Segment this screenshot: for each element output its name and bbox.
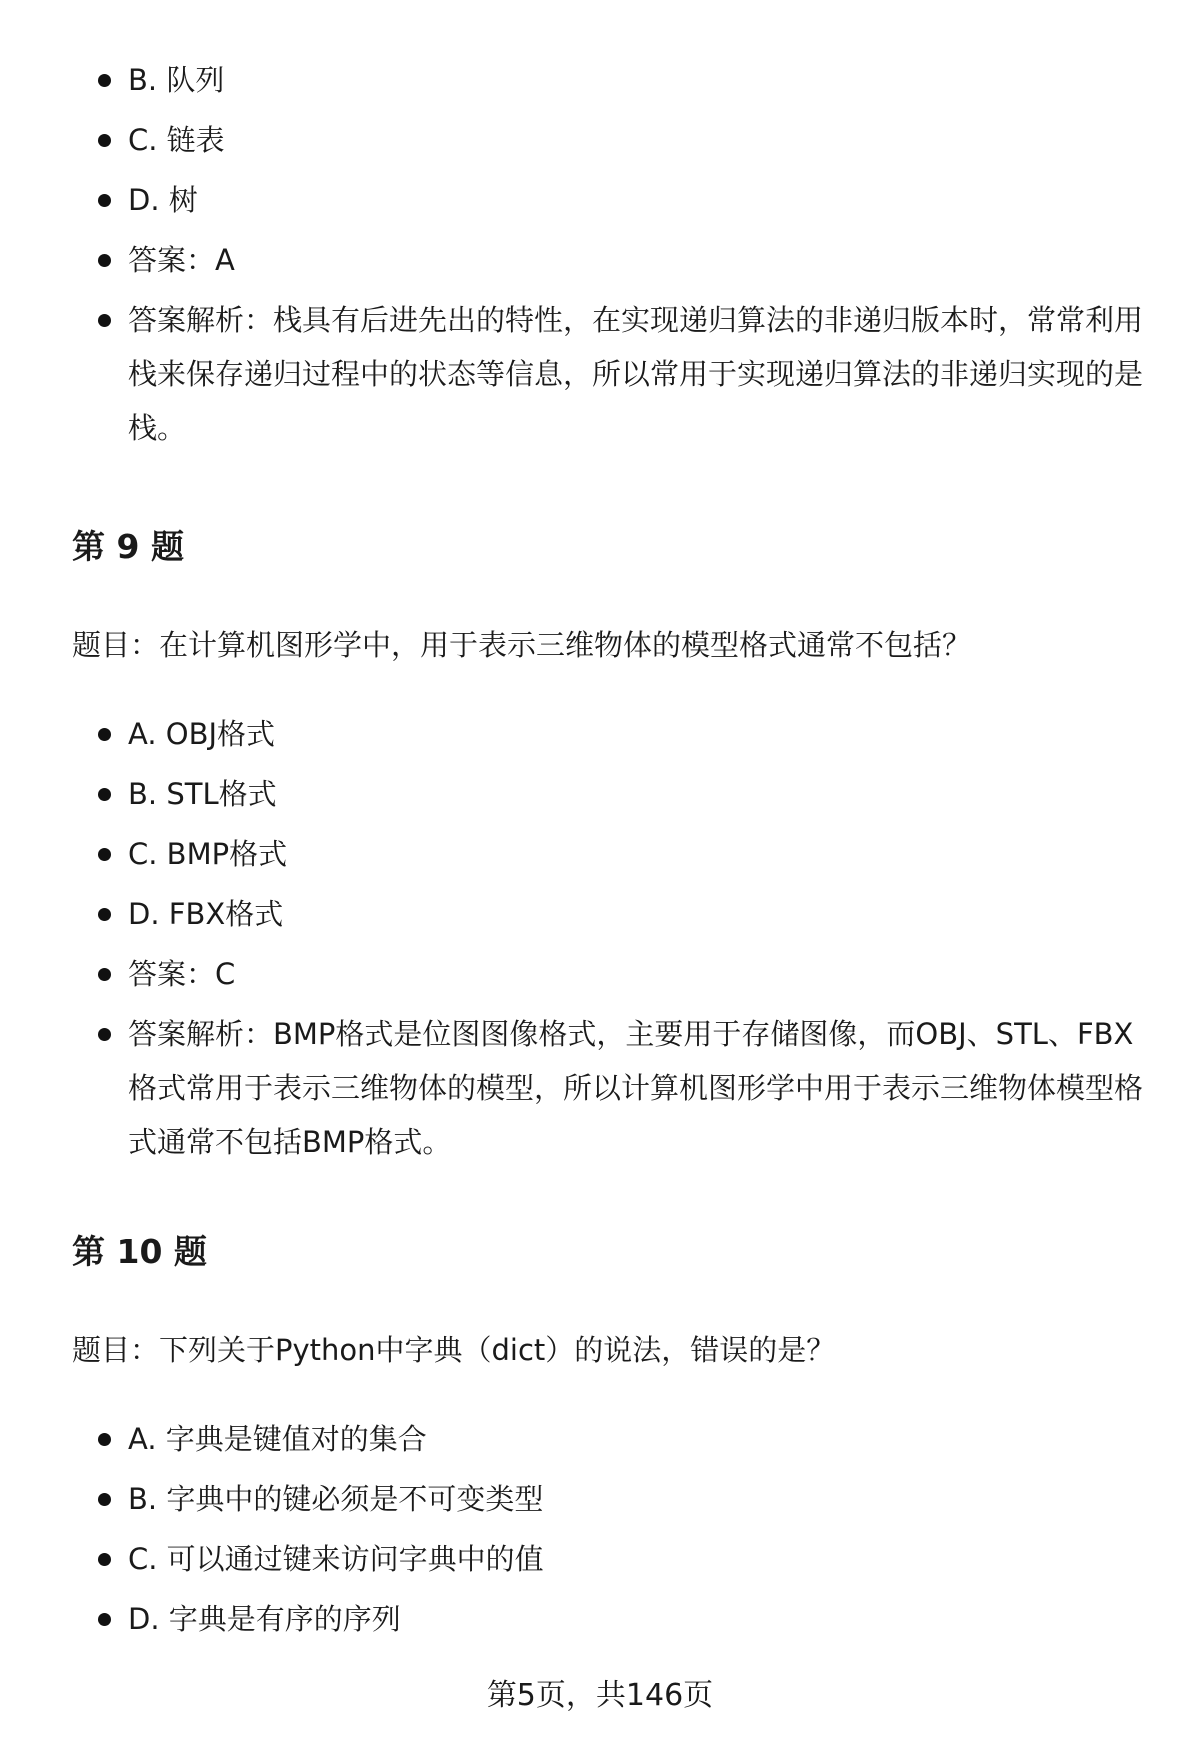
bullet-icon <box>98 1553 111 1566</box>
list-item: A. OBJ格式 <box>72 704 1152 764</box>
bullet-icon <box>98 1493 111 1506</box>
q10-option-list <box>72 1409 1152 1649</box>
bullet-icon <box>98 728 111 741</box>
question-10-heading: 第 10 题 <box>72 1232 207 1271</box>
bullet-icon <box>98 848 111 861</box>
explanation-item: 答案解析：栈具有后进先出的特性，在实现递归算法的非递归版本时，常常利用栈来保存递归过程中的状态等信息，所以常用于实现递归算法的非递归实现的是栈。 <box>72 290 1152 455</box>
bullet-icon <box>98 254 111 267</box>
page-number-footer: 第5页，共146页 <box>486 1678 714 1713</box>
question-9-heading: 第 9 题 <box>72 527 184 566</box>
q8-option-list <box>72 50 1152 455</box>
bullet-icon <box>98 314 111 327</box>
list-item: C. 可以通过键来访问字典中的值 <box>72 1529 1152 1589</box>
list-item: B. 字典中的键必须是不可变类型 <box>72 1469 1152 1529</box>
list-item: B. 队列 <box>72 50 1152 110</box>
bullet-icon <box>98 788 111 801</box>
question-9-prompt: 题目：在计算机图形学中，用于表示三维物体的模型格式通常不包括？ <box>72 628 972 662</box>
answer-item: 答案：A <box>72 230 1152 290</box>
bullet-icon <box>98 134 111 147</box>
bullet-icon <box>98 908 111 921</box>
list-item: D. FBX格式 <box>72 884 1152 944</box>
list-item: A. 字典是键值对的集合 <box>72 1409 1152 1469</box>
list-item: D. 树 <box>72 170 1152 230</box>
answer-item: 答案：C <box>72 944 1152 1004</box>
list-item: D. 字典是有序的序列 <box>72 1589 1152 1649</box>
bullet-icon <box>98 74 111 87</box>
bullet-icon <box>98 1433 111 1446</box>
question-10-prompt: 题目：下列关于Python中字典（dict）的说法，错误的是？ <box>72 1333 836 1367</box>
q9-option-list <box>72 704 1152 1169</box>
list-item: C. BMP格式 <box>72 824 1152 884</box>
list-item: B. STL格式 <box>72 764 1152 824</box>
list-item: C. 链表 <box>72 110 1152 170</box>
bullet-icon <box>98 968 111 981</box>
bullet-icon <box>98 1613 111 1626</box>
explanation-item: 答案解析：BMP格式是位图图像格式，主要用于存储图像，而OBJ、STL、FBX格式常用于表示三维物体的模型，所以计算机图形学中用于表示三维物体模型格式通常不包括BMP格式。 <box>72 1004 1152 1169</box>
bullet-icon <box>98 1028 111 1041</box>
bullet-icon <box>98 194 111 207</box>
